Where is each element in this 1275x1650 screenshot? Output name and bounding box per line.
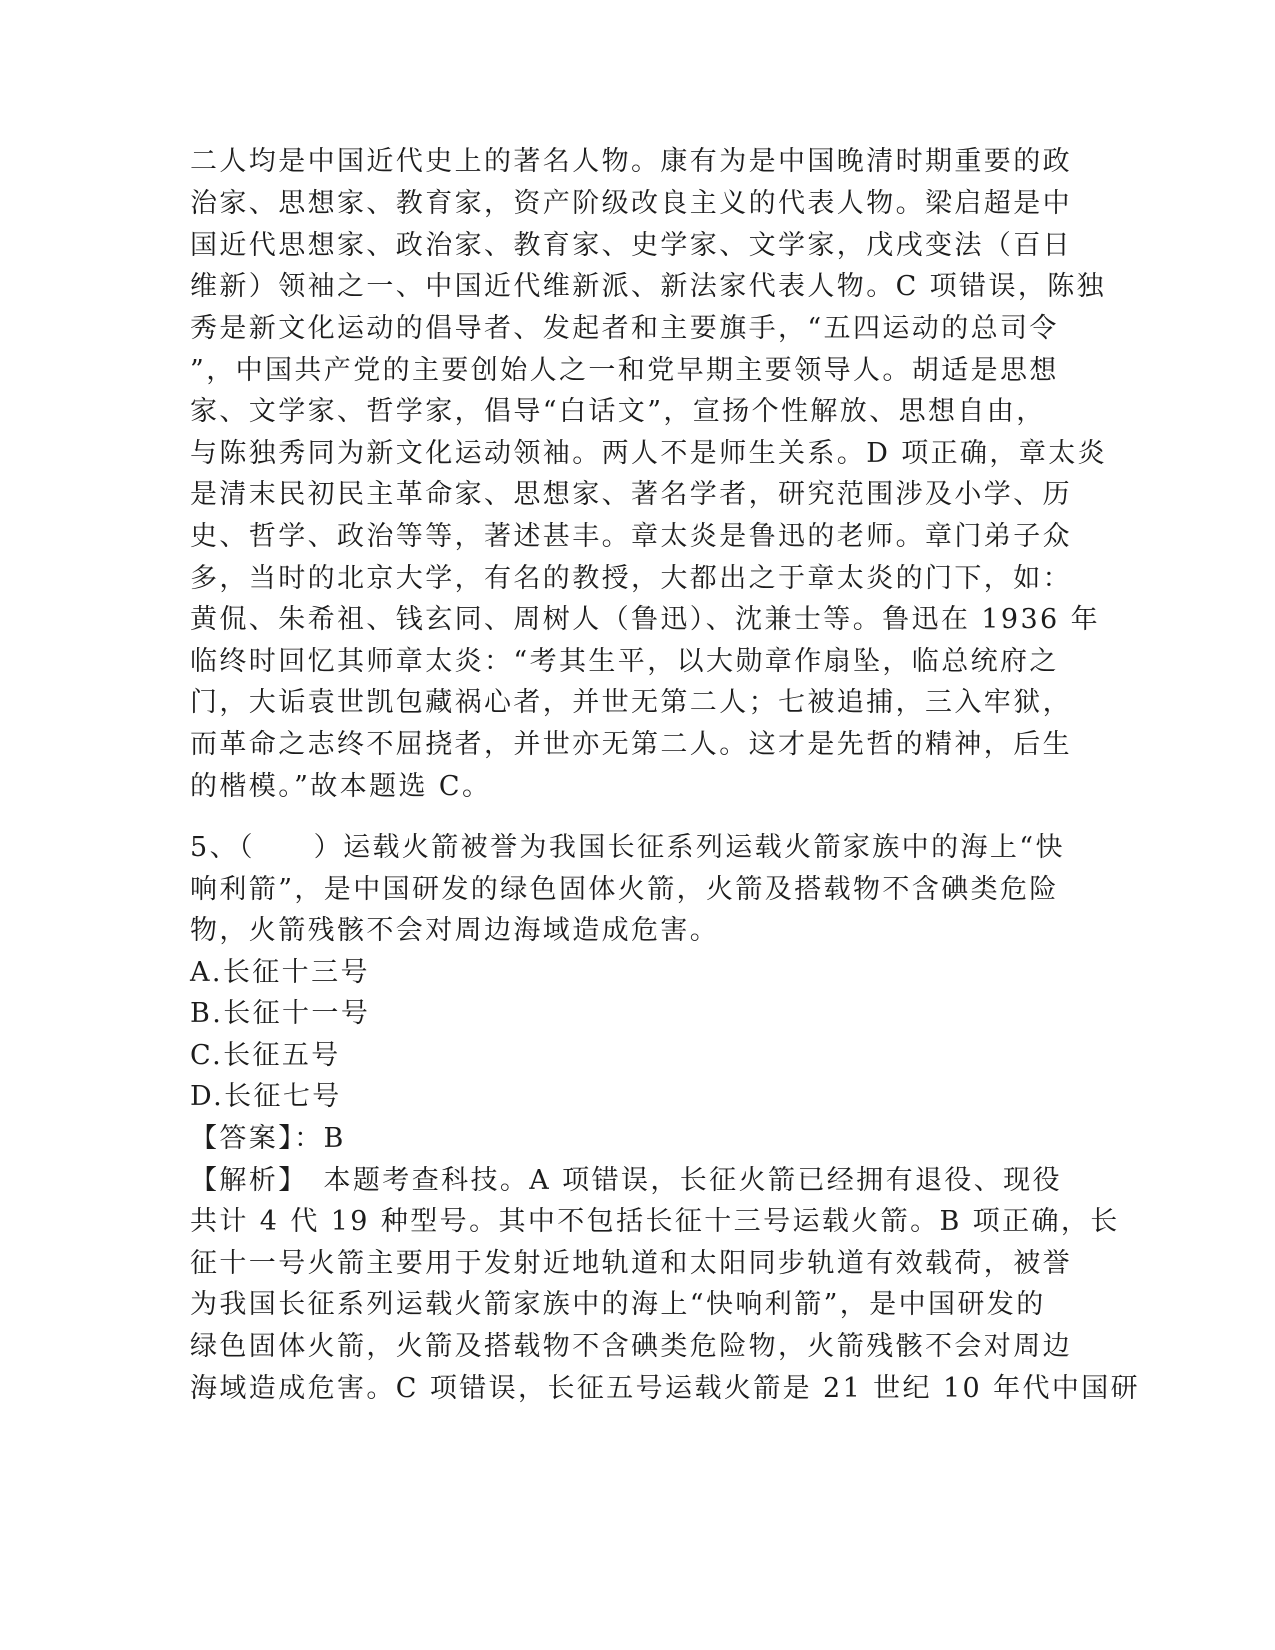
explanation-line: 家、文学家、哲学家，倡导“白话文”，宣扬个性解放、思想自由，: [190, 396, 1046, 427]
explanation-line: 维新）领袖之一、中国近代维新派、新法家代表人物。C 项错误，陈独: [190, 271, 1107, 302]
analysis-line: 绿色固体火箭，火箭及搭载物不含碘类危险物，火箭残骸不会对周边: [190, 1331, 1072, 1362]
analysis-line: 征十一号火箭主要用于发射近地轨道和太阳同步轨道有效载荷，被誉: [190, 1248, 1072, 1279]
explanation-line: 与陈独秀同为新文化运动领袖。两人不是师生关系。D 项正确，章太炎: [190, 438, 1108, 469]
explanation-line: 是清末民初民主革命家、思想家、著名学者，研究范围涉及小学、历: [190, 479, 1072, 510]
analysis-line: 海域造成危害。C 项错误，长征五号运载火箭是 21 世纪 10 年代中国研: [190, 1373, 1141, 1404]
option-c: C.长征五号: [190, 1040, 341, 1071]
explanation-line: 秀是新文化运动的倡导者、发起者和主要旗手，“五四运动的总司令: [190, 313, 1059, 344]
analysis-line: 共计 4 代 19 种型号。其中不包括长征十三号运载火箭。B 项正确，长: [190, 1206, 1120, 1237]
question-stem-line: 物，火箭残骸不会对周边海域造成危害。: [190, 915, 720, 946]
answer-line: 【答案】：B: [190, 1123, 346, 1154]
analysis-line: 为我国长征系列运载火箭家族中的海上“快响利箭”，是中国研发的: [190, 1289, 1046, 1320]
explanation-line: 临终时回忆其师章太炎：“考其生平，以大勋章作扇坠，临总统府之: [190, 646, 1059, 677]
analysis-line: 【解析】 本题考查科技。A 项错误，长征火箭已经拥有退役、现役: [190, 1165, 1062, 1196]
explanation-line: 黄侃、朱希祖、钱玄同、周树人（鲁迅）、沈兼士等。鲁迅在 1936 年: [190, 604, 1100, 635]
explanation-line: 的楷模。”故本题选 C。: [190, 771, 492, 802]
option-a: A.长征十三号: [190, 957, 370, 988]
explanation-line: ”，中国共产党的主要创始人之一和党早期主要领导人。胡适是思想: [190, 355, 1059, 386]
question-stem-line: 5、（ ）运载火箭被誉为我国长征系列运载火箭家族中的海上“快: [190, 832, 1065, 863]
explanation-line: 史、哲学、政治等等，著述甚丰。章太炎是鲁迅的老师。章门弟子众: [190, 521, 1072, 552]
explanation-line: 治家、思想家、教育家，资产阶级改良主义的代表人物。梁启超是中: [190, 188, 1072, 219]
option-d: D.长征七号: [190, 1081, 342, 1112]
explanation-line: 而革命之志终不屈挠者，并世亦无第二人。这才是先哲的精神，后生: [190, 729, 1072, 760]
explanation-line: 多，当时的北京大学，有名的教授，大都出之于章太炎的门下，如：: [190, 563, 1072, 594]
explanation-line: 二人均是中国近代史上的著名人物。康有为是中国晚清时期重要的政: [190, 146, 1072, 177]
question-stem-line: 响利箭”，是中国研发的绿色固体火箭，火箭及搭载物不含碘类危险: [190, 874, 1059, 905]
option-b: B.长征十一号: [190, 998, 371, 1029]
explanation-line: 门，大诟袁世凯包藏祸心者，并世无第二人；七被追捕，三入牢狱，: [190, 687, 1072, 718]
explanation-line: 国近代思想家、政治家、教育家、史学家、文学家，戊戌变法（百日: [190, 230, 1072, 261]
